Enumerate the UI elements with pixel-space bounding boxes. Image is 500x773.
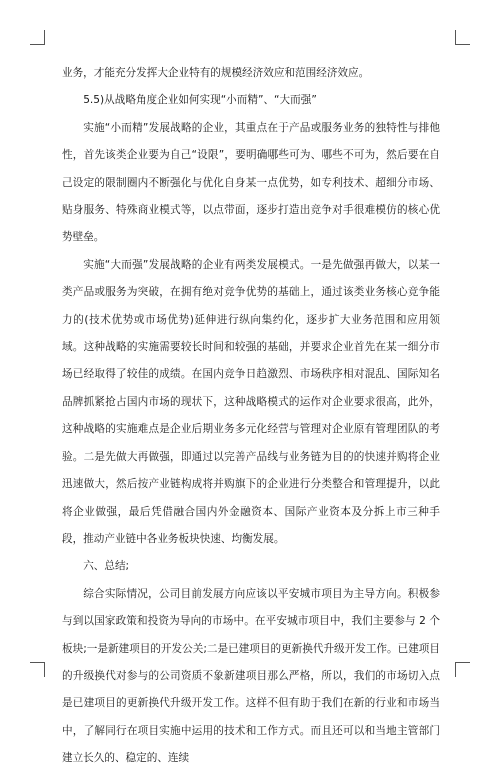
section-heading-5-5: 5.5)从战略角度企业如何实现“小而精”、“大而强” bbox=[83, 94, 317, 107]
crop-mark-bottom-left bbox=[30, 662, 45, 677]
section-heading-summary: 六、总结; bbox=[83, 560, 130, 573]
paragraph-large-strong: 实施“大而强”发展战略的企业有两类发展模式。一是先做强再做大，以某一类产品或服务为突破，在拥有绝对竞争优势的基础上，通过该类业务核心竞争能力的(技术优势或市场优势)延伸进行纵向集约化，逐步扩大业务范围和应用领域。这种战略的实施需要较长时间和较强的基础，并要求企业首先在某一细分市场已经取得了较佳的成绩。在国内竞争日趋激烈、市场秩序相对混乱、国际知名品牌抓紧抢占国内市场的现状下，这种战略模式的运作对企业要求很高，此外，这种战略的实施难点是企业后期业务多元化经营与管理对企业原有管理团队的考验。二是先做大再做强，即通过以完善产品线与业务链为目的的快速并购将企业迅速做大，然后按产业链构成将并购旗下的企业进行分类整合和管理提升，以此将企业做强，最后凭借融合国内外金融资本、国际产业资本及分拆上市三种手段，推动产业链中各业务板块快速、均衡发展。 bbox=[62, 258, 440, 545]
crop-mark-bottom-right bbox=[455, 662, 470, 677]
paragraph-small-refined: 实施“小而精”发展战略的企业，其重点在于产品或服务业务的独特性与排他性，首先该类企业要为自己“设限”，要明确哪些可为、哪些不可为，然后要在自己设定的限制圈内不断强化与优化自身某一点优势，如专利技术、超细分市场、贴身服务、特殊商业模式等，以点带面，逐步打造出竞争对手很难模仿的核心优势壁垒。 bbox=[62, 121, 440, 244]
paragraph-summary: 综合实际情况，公司目前发展方向应该以平安城市项目为主导方向。积极参与到以国家政策和投资为导向的市场中。在平安城市项目中，我们主要参与 2 个板块;一是新建项目的开发公关;二是已建项目的更新换代升级开发工作。已建项目的升级换代对参与的公司资质不象新建项目那么严格，所以，我们的市场切入点是已建项目的更新换代升级开发工作。这样不但有助于我们在新的行业和市场当中，了解同行在项目实施中运用的技术和工作方式。而且还可以和当地主管部门建立长久的、稳定的、连续 bbox=[62, 587, 440, 765]
paragraph-continuation: 业务，才能充分发挥大企业特有的规模经济效应和范围经济效应。 bbox=[62, 67, 370, 79]
crop-mark-top-left bbox=[30, 30, 45, 45]
crop-mark-top-right bbox=[455, 30, 470, 45]
document-body bbox=[62, 60, 440, 773]
